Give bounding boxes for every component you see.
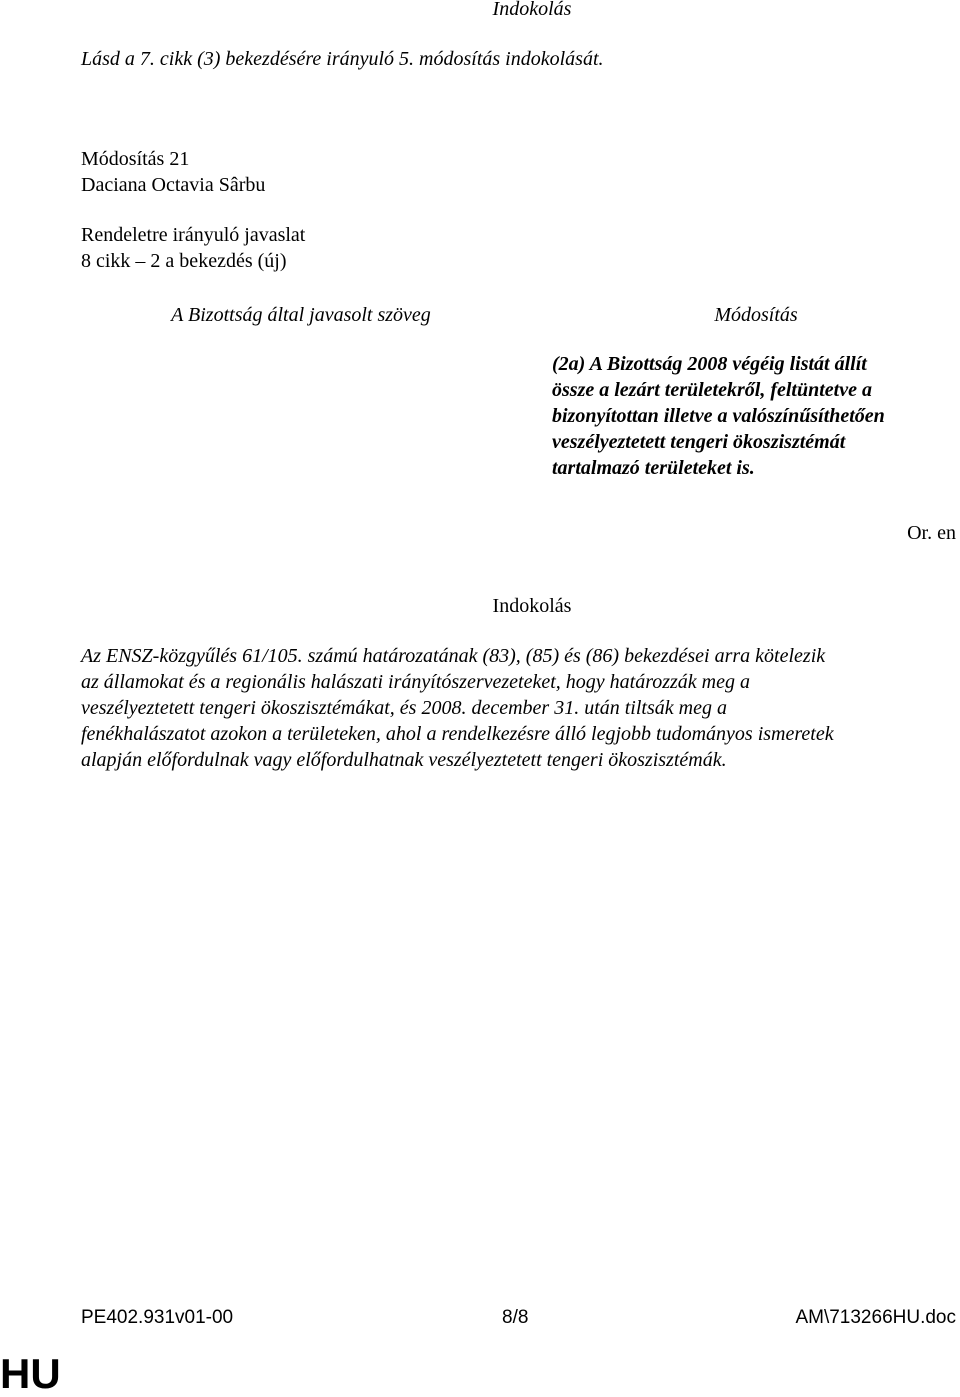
origin-language: Or. en xyxy=(907,522,956,544)
amendment-number: Módosítás 21 xyxy=(81,148,190,170)
file-name: AM\713266HU.doc xyxy=(795,1307,956,1328)
proposal-title: Rendeletre irányuló javaslat xyxy=(81,224,306,246)
justification-line: alapján előfordulnak vagy előfordulhatnak veszélyeztetett tengeri ökoszisztémák. xyxy=(81,749,727,771)
justification-line: veszélyeztetett tengeri ökoszisztémákat, és 2008. december 31. után tiltsák meg a xyxy=(81,697,727,719)
page-number: 8/8 xyxy=(502,1307,529,1328)
justification-heading-top: Indokolás xyxy=(492,0,572,20)
amendment-text xyxy=(552,351,952,481)
amendment-info xyxy=(81,146,305,274)
amendment-text-line: (2a) A Bizottság 2008 végéig listát állít xyxy=(552,353,867,375)
document-reference: PE402.931v01-00 xyxy=(81,1307,234,1328)
justification-line: Az ENSZ-közgyűlés 61/105. számú határozatának (83), (85) és (86) bekezdései arra kötelezik xyxy=(81,645,826,667)
amendment-text-line: bizonyítottan illetve a valószínűsíthetően xyxy=(552,405,885,427)
article-reference: 8 cikk – 2 a bekezdés (új) xyxy=(81,250,287,272)
justification-heading: Indokolás xyxy=(492,595,572,617)
amendment-text-line: veszélyeztetett tengeri ökoszisztémát xyxy=(552,431,846,453)
amendment-text-line: tartalmazó területeket is. xyxy=(552,457,755,479)
justification-text xyxy=(81,643,960,773)
justification-line: az államokat és a regionális halászati irányítószervezeteket, hogy határozzák meg a xyxy=(81,671,750,693)
amendment-column-header: Módosítás xyxy=(714,304,798,326)
language-code: HU xyxy=(0,1350,61,1397)
justification-line: fenékhalászatot azokon a területeken, ahol a rendelkezésre álló legjobb tudományos ismeretek xyxy=(81,723,834,745)
amendment-author: Daciana Octavia Sârbu xyxy=(81,174,266,196)
see-note: Lásd a 7. cikk (3) bekezdésére irányuló 5. módosítás indokolását. xyxy=(81,48,604,70)
amendment-text-line: össze a lezárt területekről, feltüntetve a xyxy=(552,379,872,401)
commission-text-header: A Bizottság által javasolt szöveg xyxy=(171,304,431,326)
